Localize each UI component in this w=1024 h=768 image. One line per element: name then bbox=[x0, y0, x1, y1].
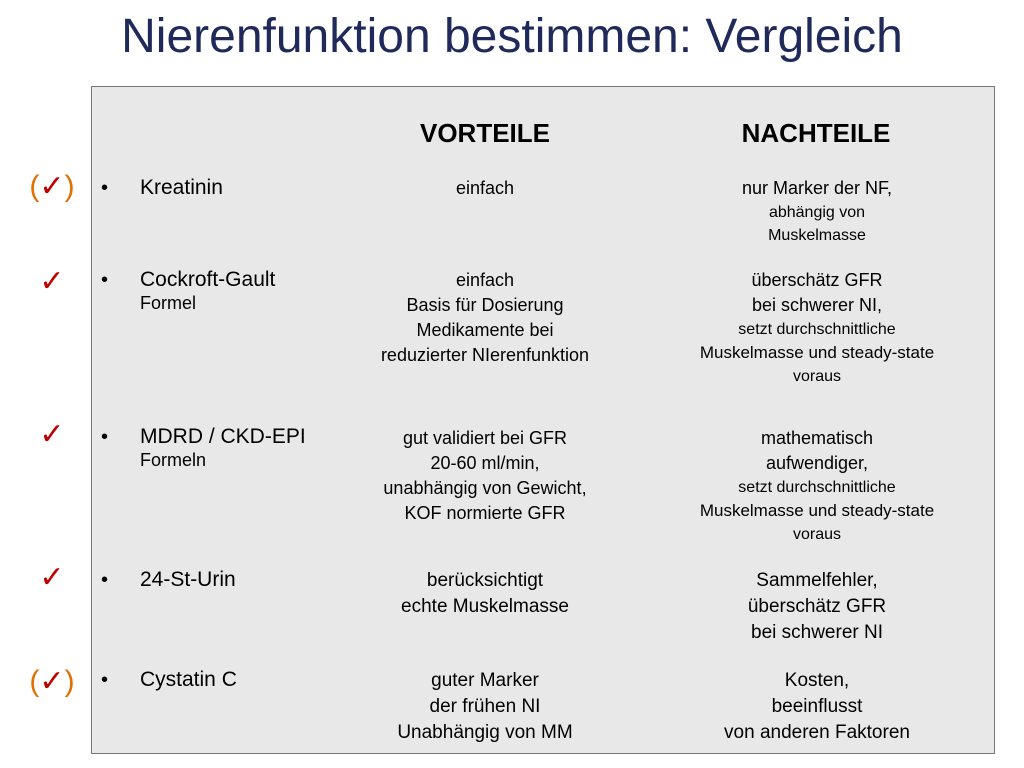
vorteile-line: der frühen NI bbox=[429, 696, 541, 717]
check-icon: ✓ bbox=[39, 561, 65, 594]
vorteile-line: unabhängig von Gewicht, bbox=[383, 478, 587, 498]
nachteile-line: überschätz GFR bbox=[751, 270, 883, 290]
vorteile-line: reduzierter NIerenfunktion bbox=[380, 345, 590, 365]
nachteile-line: voraus bbox=[792, 368, 842, 385]
nachteile-cell bbox=[672, 668, 962, 746]
criterion bbox=[140, 175, 370, 200]
bullet: • bbox=[101, 426, 109, 448]
page-title: Nierenfunktion bestimmen: Vergleich bbox=[121, 10, 903, 63]
header-nachteile: NACHTEILE bbox=[741, 118, 891, 148]
vorteile-line: Basis für Dosierung bbox=[406, 295, 564, 315]
nachteile-line: mathematisch bbox=[760, 428, 874, 448]
vorteile-cell bbox=[345, 176, 625, 201]
criterion bbox=[140, 567, 370, 592]
vorteile-line: einfach bbox=[455, 178, 515, 198]
criterion-sub: Formeln bbox=[140, 450, 207, 470]
nachteile-line: setzt durchschnittliche bbox=[738, 321, 896, 338]
nachteile-line: aufwendiger, bbox=[765, 453, 869, 473]
vorteile-line: KOF normierte GFR bbox=[404, 503, 566, 523]
vorteile-line: echte Muskelmasse bbox=[401, 596, 569, 617]
nachteile-line: Kosten, bbox=[784, 670, 850, 691]
criterion bbox=[140, 667, 370, 692]
vorteile-line: gut validiert bei GFR bbox=[402, 428, 568, 448]
nachteile-line: Sammelfehler, bbox=[756, 570, 878, 591]
header-vorteile: VORTEILE bbox=[419, 118, 550, 148]
vorteile-cell bbox=[345, 668, 625, 746]
criterion-name: Kreatinin bbox=[140, 176, 223, 199]
nachteile-line: bei schwerer NI, bbox=[751, 295, 883, 315]
criterion-name: 24-St-Urin bbox=[140, 568, 236, 591]
nachteile-line: Muskelmasse und steady-state bbox=[699, 343, 935, 362]
nachteile-line: nur Marker der NF, bbox=[741, 178, 893, 198]
vorteile-cell bbox=[345, 568, 625, 620]
vorteile-line: einfach bbox=[455, 270, 515, 290]
criterion bbox=[140, 267, 370, 314]
criterion-sub: Formel bbox=[140, 293, 197, 313]
nachteile-line: voraus bbox=[792, 526, 842, 543]
nachteile-line: abhängig von bbox=[768, 204, 866, 221]
criterion-name: Cystatin C bbox=[140, 668, 237, 691]
bullet: • bbox=[101, 269, 109, 291]
bullet: • bbox=[101, 669, 109, 691]
check-icon: ✓ bbox=[39, 418, 65, 451]
partial-check-icon: (✓) bbox=[29, 170, 75, 203]
nachteile-line: beeinflusst bbox=[771, 696, 863, 717]
nachteile-line: überschätz GFR bbox=[747, 596, 887, 617]
vorteile-line: 20-60 ml/min, bbox=[430, 453, 540, 473]
nachteile-cell bbox=[672, 176, 962, 247]
vorteile-line: Unabhängig von MM bbox=[397, 722, 573, 743]
vorteile-line: Medikamente bei bbox=[416, 320, 554, 340]
nachteile-line: Muskelmasse und steady-state bbox=[699, 501, 935, 520]
nachteile-cell bbox=[672, 568, 962, 646]
criterion-name: Cockroft-Gault bbox=[140, 268, 276, 291]
bullet: • bbox=[101, 177, 109, 199]
nachteile-line: Muskelmasse bbox=[768, 227, 866, 244]
bullet: • bbox=[101, 569, 109, 591]
vorteile-line: guter Marker bbox=[431, 670, 539, 691]
nachteile-line: setzt durchschnittliche bbox=[738, 479, 896, 496]
criterion-name: MDRD / CKD-EPI bbox=[140, 425, 306, 448]
nachteile-cell bbox=[672, 268, 962, 388]
vorteile-cell bbox=[345, 268, 625, 368]
criterion bbox=[140, 424, 370, 471]
partial-check-icon: (✓) bbox=[29, 665, 75, 698]
nachteile-cell bbox=[672, 426, 962, 546]
vorteile-line: berücksichtigt bbox=[426, 570, 544, 591]
vorteile-cell bbox=[345, 426, 625, 526]
check-icon: ✓ bbox=[39, 265, 65, 298]
nachteile-line: von anderen Faktoren bbox=[724, 722, 910, 743]
nachteile-line: bei schwerer NI bbox=[751, 622, 883, 643]
